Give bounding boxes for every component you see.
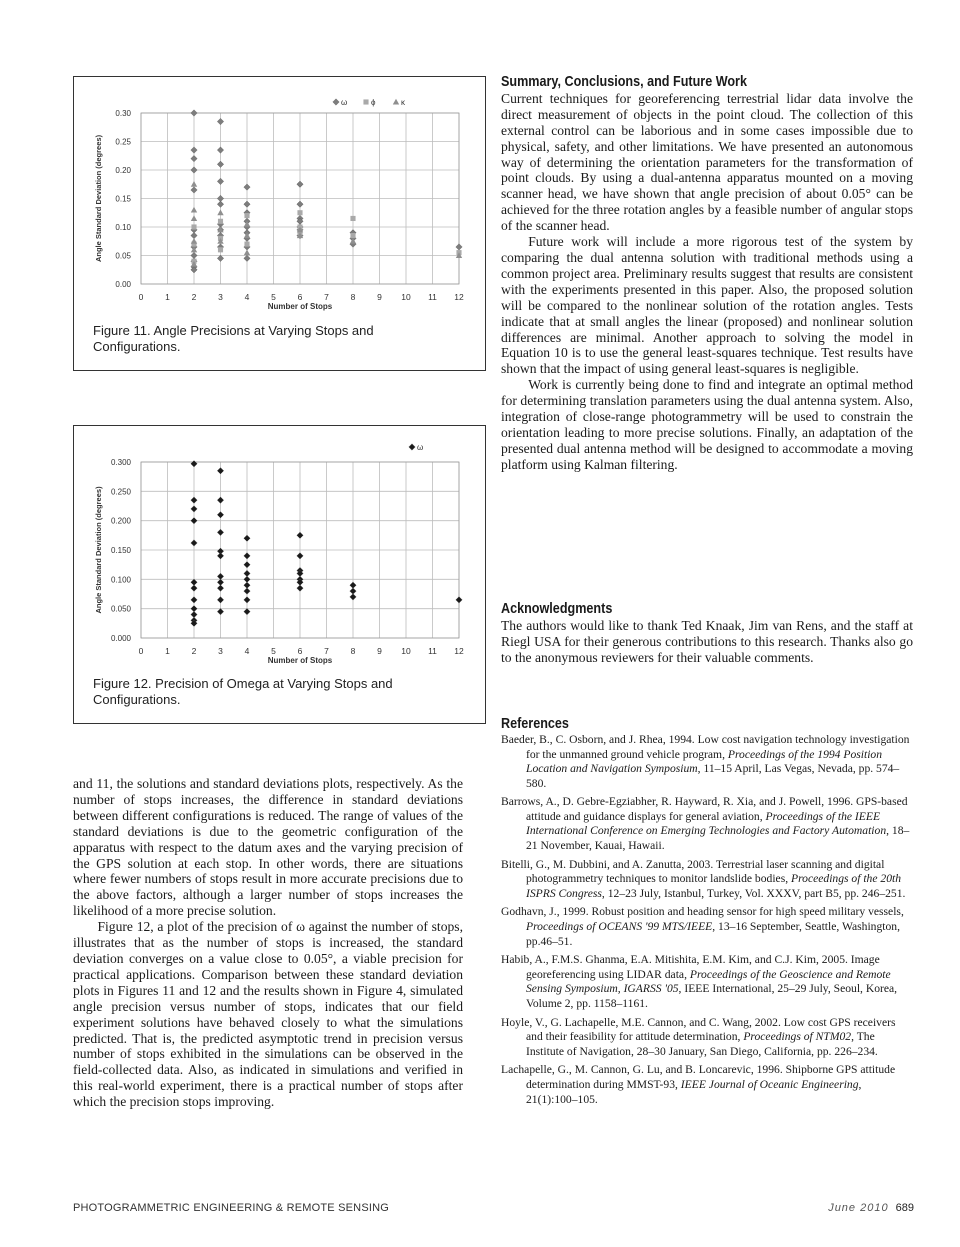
data-point bbox=[297, 201, 303, 207]
y-tick-label: 0.300 bbox=[110, 458, 131, 467]
data-point bbox=[350, 216, 355, 221]
reference-details: , 21(1):100–105. bbox=[526, 1077, 862, 1106]
y-axis-label: Angle Standard Deviation (degrees) bbox=[94, 486, 103, 614]
data-point bbox=[244, 535, 250, 541]
reference-item bbox=[501, 858, 913, 902]
reference-details: , The Institute of Navigation, 28–30 January, San Diego, California, pp. 226–234. bbox=[526, 1030, 878, 1058]
reference-source: Proceedings of NTM02 bbox=[743, 1030, 852, 1044]
x-tick-label: 11 bbox=[428, 646, 437, 656]
data-point bbox=[244, 213, 249, 218]
acknowledgments-section bbox=[501, 601, 913, 666]
legend-marker bbox=[333, 99, 339, 105]
data-point bbox=[217, 161, 223, 167]
data-point bbox=[191, 110, 197, 116]
reference-details: , 13–16 September, Seattle, Washington, pp.46–51. bbox=[526, 920, 900, 948]
x-tick-label: 10 bbox=[401, 646, 411, 656]
x-tick-label: 3 bbox=[218, 646, 223, 656]
legend-label: ω bbox=[417, 443, 424, 452]
reference-item bbox=[501, 795, 913, 853]
y-tick-label: 0.050 bbox=[110, 604, 131, 614]
x-tick-label: 0 bbox=[138, 292, 144, 302]
legend-marker bbox=[393, 99, 399, 105]
data-point bbox=[191, 597, 197, 603]
data-point bbox=[350, 233, 355, 238]
x-tick-label: 1 bbox=[165, 292, 170, 302]
data-point bbox=[191, 187, 197, 193]
data-point bbox=[217, 553, 223, 559]
y-tick-label: 0.05 bbox=[115, 251, 131, 261]
legend-marker bbox=[363, 99, 368, 104]
figure-11-caption: Figure 11. Angle Precisions at Varying Stops and Configurations. bbox=[93, 323, 374, 354]
footer-date: June 2010 bbox=[828, 1202, 889, 1214]
data-point bbox=[217, 147, 223, 153]
data-point bbox=[244, 570, 250, 576]
data-point bbox=[244, 184, 250, 190]
x-tick-label: 4 bbox=[244, 292, 250, 302]
x-tick-label: 3 bbox=[218, 292, 223, 302]
summary-section bbox=[501, 74, 913, 473]
reference-details: , 12–23 July, Istanbul, Turkey, Vol. XXXV, part B5, pp. 246–251. bbox=[601, 886, 906, 900]
acknowledgments-heading: Acknowledgments bbox=[501, 600, 613, 617]
data-point bbox=[191, 224, 196, 229]
data-point bbox=[217, 178, 223, 184]
summary-heading: Summary, Conclusions, and Future Work bbox=[501, 73, 747, 90]
data-point bbox=[218, 247, 223, 252]
reference-text: Lachapelle, G., M. Cannon, G. Lu, and B. Loncarevic, 1996. Shipborne GPS attitude determination during MMST-93, bbox=[501, 1063, 896, 1091]
data-point bbox=[244, 553, 250, 559]
data-point bbox=[217, 210, 223, 216]
reference-item bbox=[501, 733, 913, 791]
data-point bbox=[217, 585, 223, 591]
y-tick-label: 0.000 bbox=[110, 634, 131, 643]
legend-marker bbox=[409, 444, 415, 450]
data-point bbox=[297, 585, 303, 591]
data-point bbox=[191, 147, 197, 153]
data-point bbox=[350, 582, 356, 588]
summary-paragraph: Future work will include a more rigorous test of the system by comparing the dual antenna solution with traditional methods using a common project area. Preliminary results suggest that results are consistent with the experiments presented in this paper. Also, the proposed solution will be compared to the nonlinear solution of the rotation angles. Tests indicate that at small angles the linear (proposed) and nonlinear solution differences are minimal. Another approach to solving the model in Equation 10 is to use the general least-squares technique. Test results have shown that the impact of using general least-squares is negligible. bbox=[501, 234, 913, 377]
reference-source: Proceedings of the 1994 Position Location and Navigation Symposium bbox=[526, 747, 883, 776]
reference-text: Habib, A., F.M.S. Ghanma, E.A. Mitishita, E.M. Kim, and C.J. Kim, 2005. Image georeferencing using LIDAR data, bbox=[501, 953, 880, 981]
data-point bbox=[191, 167, 197, 173]
data-point bbox=[191, 181, 197, 187]
references-section bbox=[501, 716, 913, 1111]
data-point bbox=[191, 155, 197, 161]
data-point bbox=[244, 588, 250, 594]
reference-item bbox=[501, 953, 913, 1011]
reference-source: Proceedings of the 20th ISPRS Congress bbox=[526, 872, 902, 900]
body-paragraph: Figure 12, a plot of the precision of ω against the number of stops, illustrates that as the number of stops is increased, the standard deviation converges on a value close to 0.05°, a viable precision for practical applications. Comparison between these standard deviation plots in Figures 11 and 12 and the results shown in Figure 4, simulated angle precision versus number of stops, indicates that our field experiment solutions have behaved closely to what the simulations predicted. That is, the predicted asymptotic trend in precision versus number of stops exhibited in the simulations can be observed in the field-collected data. Also, as indicated in simulations and verified in this real-world experiment, there is a practical number of stops after which the precision stops improving. bbox=[73, 919, 463, 1110]
x-tick-label: 7 bbox=[324, 646, 329, 656]
data-point bbox=[217, 201, 223, 207]
references-heading: References bbox=[501, 715, 569, 732]
data-point bbox=[244, 582, 250, 588]
left-body-text bbox=[73, 776, 463, 1110]
data-point bbox=[244, 242, 249, 247]
y-tick-label: 0.150 bbox=[110, 546, 131, 555]
y-tick-label: 0.15 bbox=[115, 194, 131, 204]
data-point bbox=[244, 576, 250, 582]
y-tick-label: 0.100 bbox=[110, 575, 131, 585]
legend-label: ω bbox=[341, 98, 348, 107]
figure-12-caption: Figure 12. Precision of Omega at Varying Stops and Configurations. bbox=[93, 676, 393, 707]
y-tick-label: 0.10 bbox=[115, 223, 131, 232]
data-point bbox=[217, 255, 223, 261]
data-point bbox=[191, 461, 197, 467]
data-point bbox=[191, 238, 197, 244]
data-point bbox=[191, 585, 197, 591]
data-point bbox=[191, 497, 197, 503]
x-tick-label: 8 bbox=[350, 646, 356, 656]
data-point bbox=[350, 594, 356, 600]
data-point bbox=[297, 532, 303, 538]
reference-text: Bitelli, G., M. Dubbini, and A. Zanutta, 2003. Terrestrial laser scanning and digital photogrammetry techniques to monitor landslide bodies, bbox=[501, 857, 885, 886]
data-point bbox=[191, 215, 197, 221]
y-tick-label: 0.25 bbox=[115, 137, 131, 147]
x-tick-label: 5 bbox=[271, 646, 276, 656]
reference-text: Baeder, B., C. Osborn, and J. Rhea, 1994. Low cost navigation technology investigation for the unmanned ground vehicle program, bbox=[501, 732, 910, 761]
body-paragraph: and 11, the solutions and standard deviations plots, respectively. As the number of stops increases, the difference in standard deviations between different configurations is reduced. The range of values of the standard deviations is due to the geometric configuration of the apparatus with respect to the datum axes and the varying precision of the GPS solution at each stop. In other words, there are situations where fewer numbers of stops result in more accurate precisions due to the above factors, although a larger number of stops increases the likelihood of a more precise solution. bbox=[73, 776, 463, 919]
data-point bbox=[244, 201, 250, 207]
reference-source: Proceedings of the IEEE International Conference on Emerging Technologies and Factory Automation bbox=[526, 809, 887, 838]
x-tick-label: 4 bbox=[244, 646, 250, 656]
x-tick-label: 10 bbox=[401, 292, 411, 302]
data-point bbox=[217, 512, 223, 518]
data-point bbox=[191, 232, 197, 238]
x-axis-label: Number of Stops bbox=[267, 302, 333, 311]
reference-item bbox=[501, 905, 913, 949]
data-point bbox=[191, 207, 197, 213]
reference-text: Hoyle, V., G. Lachapelle, M.E. Cannon, and C. Wang, 2002. Low cost GPS receivers and their feasibility for attitude determination, bbox=[501, 1015, 896, 1044]
y-tick-label: 0.200 bbox=[110, 516, 131, 526]
references-list bbox=[501, 733, 913, 1107]
x-tick-label: 2 bbox=[191, 292, 197, 302]
data-point bbox=[217, 597, 223, 603]
figure-11-chart bbox=[74, 77, 485, 317]
x-tick-label: 7 bbox=[324, 292, 329, 302]
summary-paragraph: Work is currently being done to find and integrate an optimal method for determining translation parameters using the dual antenna system. Also, integration of close-range photogrammetry will be used to constrain the orientation leading to more precise solutions. Finally, an adaptation of the presented dual antenna method will be designed to accommodate a moving platform using Kalman filtering. bbox=[501, 377, 913, 472]
legend-label: κ bbox=[401, 98, 405, 107]
data-point bbox=[217, 573, 223, 579]
x-tick-label: 11 bbox=[428, 292, 437, 302]
reference-item bbox=[501, 1063, 913, 1107]
data-point bbox=[244, 255, 250, 261]
data-point bbox=[217, 608, 223, 614]
x-tick-label: 2 bbox=[191, 646, 197, 656]
reference-source: Proceedings of OCEANS '99 MTS/IEEE bbox=[526, 920, 713, 934]
data-point bbox=[244, 561, 250, 567]
y-tick-label: 0.30 bbox=[115, 109, 131, 118]
legend-label: ϕ bbox=[371, 98, 376, 107]
x-tick-label: 0 bbox=[138, 646, 144, 656]
data-point bbox=[244, 597, 250, 603]
x-tick-label: 9 bbox=[377, 646, 382, 656]
x-tick-label: 9 bbox=[377, 292, 382, 302]
x-tick-label: 8 bbox=[350, 292, 356, 302]
data-point bbox=[350, 588, 356, 594]
data-point bbox=[297, 181, 303, 187]
reference-details: , 18–21 November, Kauai, Hawaii. bbox=[526, 824, 910, 853]
x-tick-label: 1 bbox=[165, 646, 170, 656]
data-point bbox=[217, 118, 223, 124]
x-tick-label: 5 bbox=[271, 292, 276, 302]
y-axis-label: Angle Standard Deviation (degrees) bbox=[94, 134, 103, 263]
reference-details: , 11–15 April, Las Vegas, Nevada, pp. 574–580. bbox=[526, 762, 900, 790]
data-point bbox=[297, 553, 303, 559]
data-point bbox=[217, 529, 223, 535]
y-tick-label: 0.20 bbox=[115, 166, 131, 175]
figure-12-chart bbox=[74, 426, 485, 671]
summary-paragraph: Current techniques for georeferencing terrestrial lidar data involve the direct measurement of objects in the point cloud. The collection of this external control can be laborious and in some cases impossible due to physical, safety, and other limitations. We have presented an autonomous way of determining the orientation parameters for the transformation of point clouds. By using a dual-antenna apparatus mounted on a moving scanner head, we have shown that angle precision of about 0.05° can be achieved for the three rotation angles by a feasible number of angular stops of the scanner head. bbox=[501, 90, 913, 234]
x-tick-label: 12 bbox=[454, 646, 464, 656]
data-point bbox=[191, 506, 197, 512]
reference-source: IEEE Journal of Oceanic Engineering bbox=[680, 1077, 859, 1091]
reference-item bbox=[501, 1016, 913, 1060]
figure-12 bbox=[73, 425, 486, 724]
data-point bbox=[218, 219, 223, 224]
reference-text: Barrows, A., D. Gebre-Egziabher, R. Hayward, R. Xia, and J. Powell, 1996. GPS-based attitude and guidance displays for general aviation, bbox=[501, 795, 908, 823]
x-tick-label: 6 bbox=[297, 292, 303, 302]
page-number: 689 bbox=[895, 1202, 914, 1214]
data-point bbox=[191, 611, 197, 617]
data-point bbox=[191, 540, 197, 546]
x-tick-label: 12 bbox=[454, 292, 464, 302]
data-point bbox=[244, 249, 250, 255]
footer-page-info bbox=[828, 1202, 914, 1214]
acknowledgments-text: The authors would like to thank Ted Knaak, Jim van Rens, and the staff at Riegl USA for their generous contributions to this research. Thanks also go to the anonymous reviewers for their valuable comments. bbox=[501, 617, 913, 665]
data-point bbox=[244, 608, 250, 614]
data-point bbox=[217, 497, 223, 503]
reference-text: Godhavn, J., 1999. Robust position and heading sensor for high speed military vessels, bbox=[501, 905, 904, 919]
data-point bbox=[217, 468, 223, 474]
data-point bbox=[191, 579, 197, 585]
x-axis-label: Number of Stops bbox=[267, 656, 333, 665]
data-point bbox=[456, 597, 462, 603]
footer-journal-name: PHOTOGRAMMETRIC ENGINEERING & REMOTE SENSING bbox=[73, 1202, 390, 1214]
data-point bbox=[191, 517, 197, 523]
x-tick-label: 6 bbox=[297, 646, 303, 656]
data-point bbox=[217, 579, 223, 585]
figure-11 bbox=[73, 76, 486, 371]
data-point bbox=[191, 605, 197, 611]
data-point bbox=[297, 210, 302, 215]
y-tick-label: 0.00 bbox=[115, 280, 131, 289]
y-tick-label: 0.250 bbox=[110, 487, 131, 497]
data-point bbox=[456, 244, 462, 250]
reference-source: Proceedings of the Geoscience and Remote Sensing Symposium, IGARSS '05 bbox=[526, 967, 891, 996]
reference-details: , IEEE International, 25–29 July, Seoul, Korea, Volume 2, pp. 1158–1161. bbox=[526, 982, 898, 1010]
